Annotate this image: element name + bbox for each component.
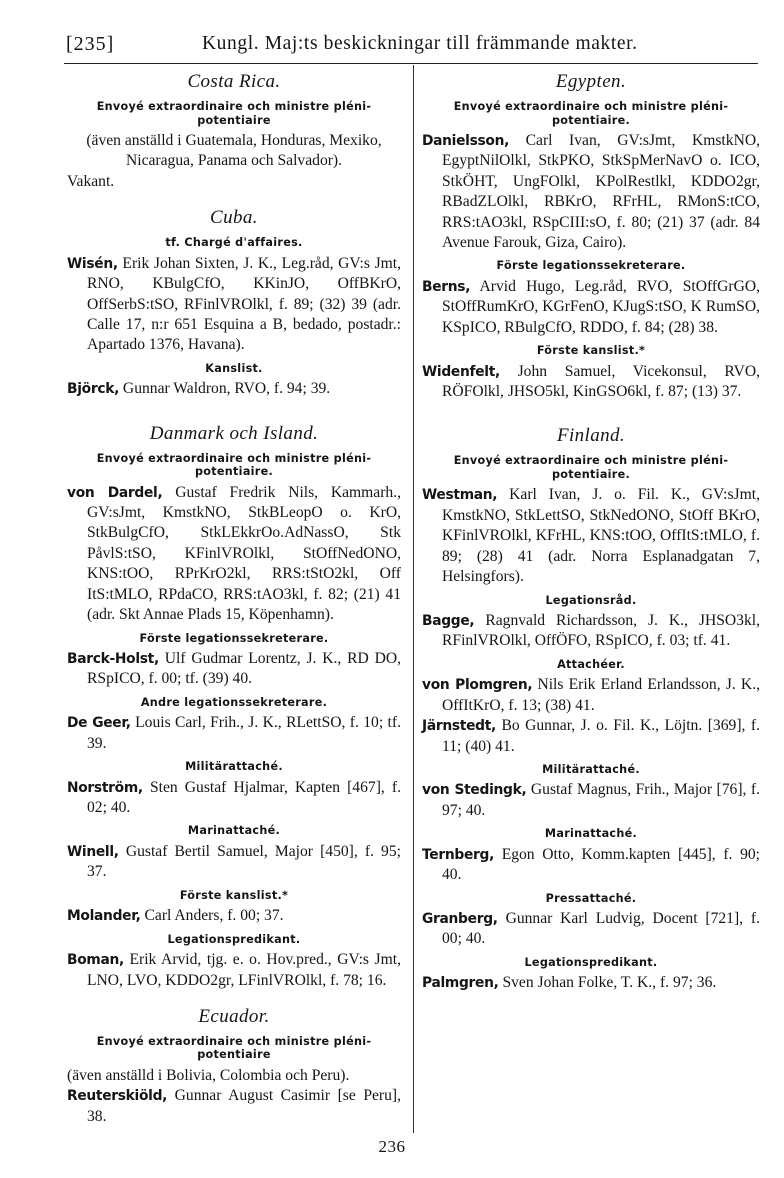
person-name: Widenfelt, [422,363,500,380]
person-details: Erik Arvid, tjg. e. o. Hov.pred., GV:s Jmt, LNO, LVO, KDDO2gr, LFinlVROlkl, f. 78; 16. [87,951,401,989]
person-entry [422,716,760,757]
running-title: Kungl. Maj:ts beskickningar till främmande makter. [202,33,638,54]
rank-heading: Marinattaché. [187,824,281,838]
person-details: Egon Otto, Komm.kapten [445], f. 90; 40. [442,845,760,884]
rank-heading: Legationspredikant. [524,955,658,969]
person-name: von Stedingk, [422,782,527,799]
person-name: Norström, [67,779,143,796]
person-details: Gustaf Bertil Samuel, Major [450], f. 95; 37. [87,842,401,881]
person-name: De Geer, [67,715,131,732]
person-entry [422,909,760,950]
person-entry [422,362,760,403]
person-name: Granberg, [422,911,498,928]
rank-heading: Envoyé extraordinaire och ministre pléni-potentiaire. [96,451,372,479]
person-entry [422,675,760,716]
header-rule [64,63,758,64]
person-name: Berns, [422,278,471,295]
rank-heading: Andre legationssekreterare. [140,695,328,709]
rank-heading: Förste kanslist.* [536,344,646,358]
person-details: Gustaf Fredrik Nils, Kammarh., GV:sJmt, KmstkNO, StkBLeopO o. KrO, StkBulgCfO, StkLEkkrOo.AdNassO, Stk PåvlS:tSO, KFinlVROlkl, StOffNedONO, KNS:tOO, RPrKrO2kl, RRS:tStO2kl, Off ItS:tMLO, RPdaCO, RRS:tAO3kl, f. 82; (21) 41 (adr. Skt Annae Plads 15, Köpenhamn). [87,483,401,624]
page-number-bracketed: [235] [66,33,115,55]
rank-heading: Legationsråd. [545,593,637,607]
person-name: Palmgren, [422,975,499,992]
person-entry [67,713,401,754]
person-details: Gunnar Karl Ludvig, Docent [721], f. 00; 40. [442,910,760,948]
person-entry [67,1086,401,1127]
person-entry [422,131,760,253]
person-entry [67,254,401,356]
person-details: Carl Anders, f. 00; 37. [140,907,284,925]
person-entry [67,379,401,399]
jurisdiction-note: (även anställd i Bolivia, Colombia och Peru). [67,1066,350,1084]
person-details: Gunnar Waldron, RVO, f. 94; 39. [119,380,331,398]
person-entry [422,973,760,993]
person-entry [422,485,760,587]
rank-heading: Pressattaché. [545,891,637,905]
page-header [66,31,756,65]
person-entry [422,780,760,821]
person-entry [67,778,401,819]
rank-heading: Militärattaché. [542,762,640,776]
person-details: Gunnar August Casimir [se Peru], 38. [87,1087,401,1125]
rank-heading: tf. Chargé d'affaires. [165,236,303,250]
right-column [422,70,760,994]
rank-heading: Envoyé extraordinaire och ministre pléni-potentiaire. [453,100,729,127]
person-name: Björck, [67,381,120,398]
person-details: Arvid Hugo, Leg.råd, RVO, StOffGrGO, StOffRumKrO, KGrFenO, KJugS:tSO, K RumSO, KSpICO, RBulgCfO, RDDO, f. 84; (28) 38. [442,277,760,336]
person-details: John Samuel, Vicekonsul, RVO, RÖFOlkl, JHSO5kl, KinGSO6kl, f. 87; (13) 37. [442,362,760,401]
rank-heading: Militärattaché. [185,760,283,774]
person-name: Westman, [422,487,498,504]
person-details: Ragnvald Richardsson, J. K., JHSO3kl, RFinlVROlkl, OffÖFO, RSpICO, f. 03; tf. 41. [442,612,760,650]
country-heading: Ecuador. [198,1005,270,1027]
country-heading: Finland. [556,425,626,447]
footer-page-number: 236 [378,1137,406,1156]
country-heading: Cuba. [210,207,258,229]
rank-heading: Envoyé extraordinaire och ministre pléni-potentiaire [96,100,372,127]
jurisdiction-note: (även anställd i Guatemala, Honduras, Mexiko, Nicaragua, Panama och Salvador). [86,132,382,170]
country-heading: Danmark och Island. [149,422,319,444]
person-name: Danielsson, [422,133,510,149]
person-name: Molander, [67,908,141,925]
person-details: Karl Ivan, J. o. Fil. K., GV:sJmt, KmstkNO, StkLettSO, StkNedONO, StOff BKrO, KFinlVROlkl, KFrHL, KNS:tOO, OffItS:tMLO, f. 89; (28) 41 (adr. Norra Esplanadgatan 7, Helsingfors). [442,486,760,586]
rank-heading: Envoyé extraordinaire och ministre pléni-potentiaire [96,1034,372,1062]
country-heading: Egypten. [555,71,627,92]
person-entry [67,906,401,926]
section-danmark [67,422,401,991]
rank-heading: Förste legationssekreterare. [139,631,329,645]
rank-heading: Förste legationssekreterare. [496,259,686,273]
rank-heading: Attachéer. [557,657,625,671]
left-column [67,70,401,1127]
section-costa-rica [67,70,401,192]
rank-heading: Envoyé extraordinaire och ministre pléni-potentiaire. [453,454,729,481]
person-details: Nils Erik Erland Erlandsson, J. K., OffItKrO, f. 13; (38) 41. [442,676,760,714]
person-details: Bo Gunnar, J. o. Fil. K., Löjtn. [369], f. 11; (40) 41. [442,717,760,755]
person-entry [67,483,401,626]
person-name: Ternberg, [422,846,495,863]
person-entry [422,845,760,886]
person-name: Barck-Holst, [67,651,159,667]
person-details: Erik Johan Sixten, J. K., Leg.råd, GV:s Jmt, RNO, KBulgCfO, KKinJO, OffBKrO, OffSerbS:tSO, RFinlVROlkl, f. 89; (32) 39 (adr. Calle 17, n:r 651 Esquina a B, bedado, postadr.: Apartado 1376, Havana). [87,254,401,354]
person-details: Ulf Gudmar Lorentz, J. K., RD DO, RSpICO, f. 00; tf. (39) 40. [87,650,401,688]
person-entry [67,950,401,991]
person-name: Reuterskiöld, [67,1088,168,1105]
person-name: Järnstedt, [422,718,496,735]
rank-heading: Marinattaché. [544,827,638,841]
person-name: Winell, [67,843,119,860]
section-cuba [67,206,401,399]
rank-heading: Legationspredikant. [167,932,301,946]
person-details: Sven Johan Folke, T. K., f. 97; 36. [498,974,717,992]
country-heading: Costa Rica. [187,71,281,92]
person-name: von Plomgren, [422,677,533,694]
rank-heading: Förste kanslist.* [179,888,289,902]
vacancy-text: Vakant. [67,172,115,190]
person-entry [422,277,760,338]
person-name: Boman, [67,952,124,969]
person-details: Gustaf Magnus, Frih., Major [76], f. 97; 40. [442,781,761,819]
rank-heading: Kanslist. [205,361,263,375]
person-entry [67,649,401,690]
person-details: Carl Ivan, GV:sJmt, KmstkNO, EgyptNilOlkl, StkPKO, StkSpMerNavO o. ICO, StkÖHT, UngFOlkl, KPolRestlkl, KDDO2gr, RBadZLOlkl, RBKrO, RFrHL, RMonS:tCO, RRS:tAO3kl, RSpCIII:sO, f. 80; (21) 37 (adr. 84 Avenue Farouk, Giza, Cairo). [442,132,760,252]
person-name: Wisén, [67,255,118,272]
person-name: Bagge, [422,613,475,629]
section-ecuador [67,1005,401,1127]
section-egypten [422,70,760,402]
person-entry [422,611,760,652]
column-divider [413,65,414,1133]
person-name: von Dardel, [67,484,163,501]
person-entry [67,842,401,883]
person-details: Louis Carl, Frih., J. K., RLettSO, f. 10; tf. 39. [87,714,401,752]
section-finland [422,424,760,993]
person-details: Sten Gustaf Hjalmar, Kapten [467], f. 02; 40. [87,778,401,817]
